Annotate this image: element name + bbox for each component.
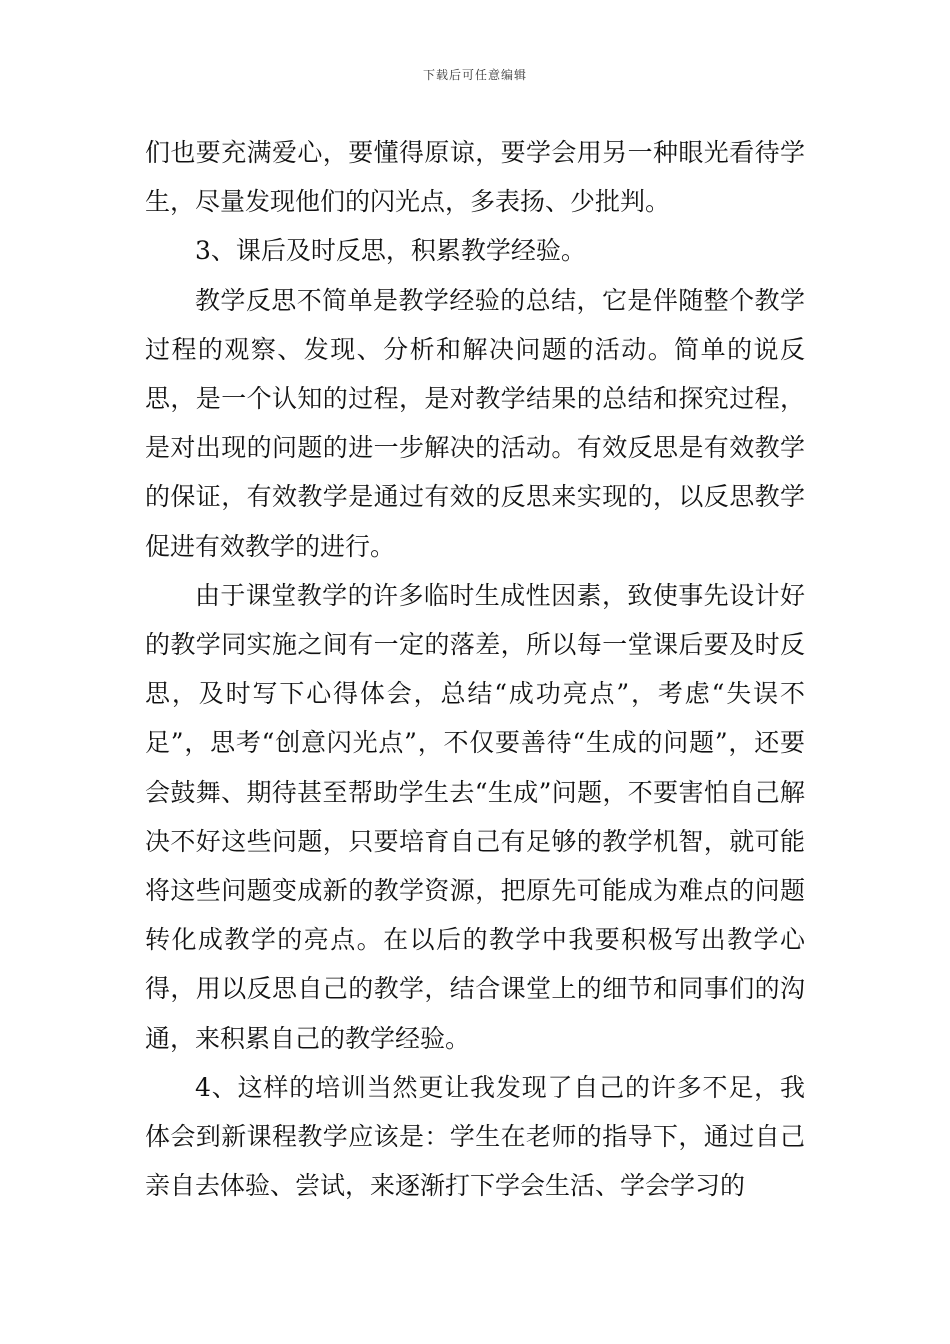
- paragraph-5: 4、这样的培训当然更让我发现了自己的许多不足，我体会到新课程教学应该是：学生在老师的指导下，通过自己亲自去体验、尝试，来逐渐打下学会生活、学会学习的: [145, 1072, 805, 1201]
- paragraph-3: 教学反思不简单是教学经验的总结，它是伴随整个教学过程的观察、发现、分析和解决问题的活动。简单的说反思，是一个认知的过程，是对教学结果的总结和探究过程，是对出现的问题的进一步解决的活动。有效反思是有效教学的保证，有效教学是通过有效的反思来实现的，以反思教学促进有效教学的进行。: [145, 285, 805, 561]
- paragraph-1: 们也要充满爱心，要懂得原谅，要学会用另一种眼光看待学生，尽量发现他们的闪光点，多表扬、少批判。: [145, 138, 805, 217]
- paragraph-2-heading: 3、课后及时反思，积累教学经验。: [195, 236, 586, 266]
- paragraph-4: 由于课堂教学的许多临时生成性因素，致使事先设计好的教学同实施之间有一定的落差，所以每一堂课后要及时反思，及时写下心得体会，总结“成功亮点”，考虑“失误不足”，思考“创意闪光点”，不仅要善待“生成的问题”，还要会鼓舞、期待甚至帮助学生去“生成”问题，不要害怕自己解决不好这些问题，只要培育自己有足够的教学机智，就可能将这些问题变成新的教学资源，把原先可能成为难点的问题转化成教学的亮点。在以后的教学中我要积极写出教学心得，用以反思自己的教学，结合课堂上的细节和同事们的沟通，来积累自己的教学经验。: [145, 580, 805, 1053]
- page-header: 下载后可任意编辑: [422, 68, 527, 82]
- document-body: [145, 128, 805, 1210]
